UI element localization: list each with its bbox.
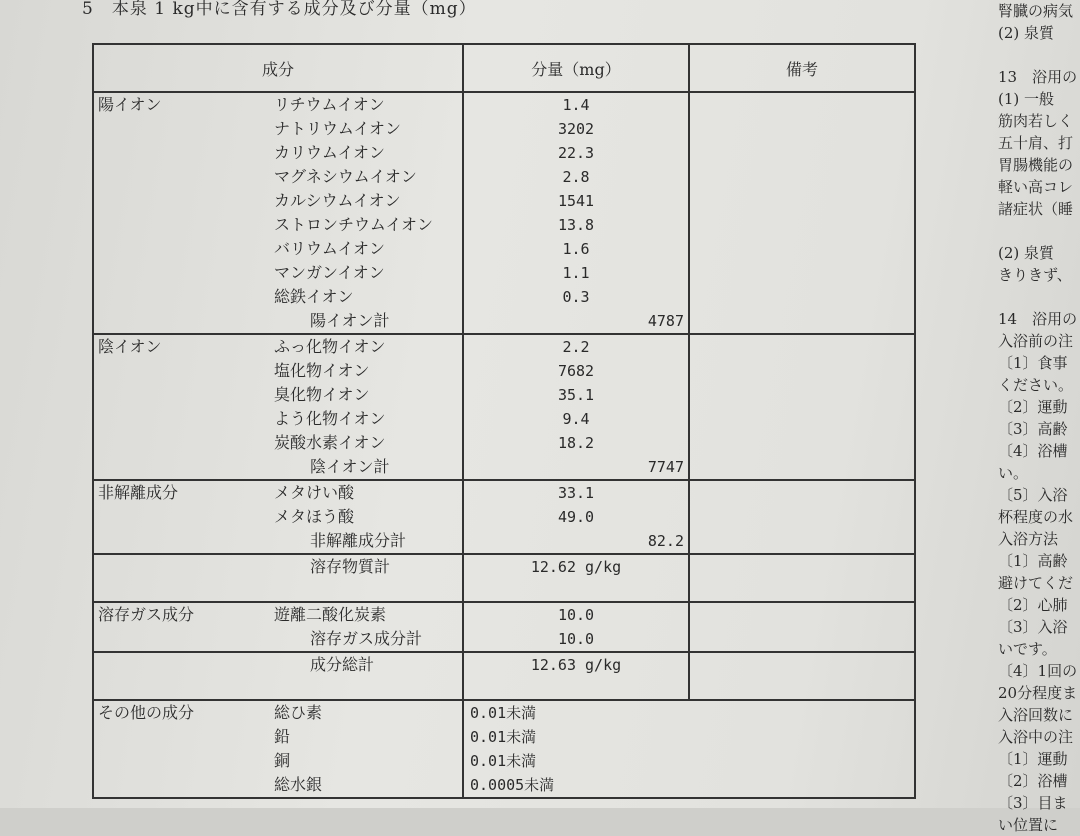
header-row xyxy=(93,44,915,92)
others-section xyxy=(93,700,915,798)
list-item: リチウムイオン xyxy=(274,95,385,114)
adjacent-text-line: 胃腸機能の xyxy=(998,156,1074,174)
nondissociated-group-label: 非解離成分 xyxy=(98,483,179,502)
list-item: メタけい酸 xyxy=(274,483,355,502)
adjacent-text-line: 入浴前の注 xyxy=(998,332,1074,350)
list-item: メタほう酸 xyxy=(274,507,355,526)
gas-values xyxy=(463,602,689,652)
adjacent-text-line: 〔1〕運動 xyxy=(998,750,1068,768)
list-item-value: 35.1 xyxy=(557,386,595,404)
adjacent-text-line xyxy=(998,220,1080,242)
anion-total-value: 7747 xyxy=(647,458,684,476)
adjacent-text-line: 〔3〕目ま xyxy=(998,794,1068,812)
adjacent-text-line: 〔2〕浴槽 xyxy=(998,772,1068,790)
dissolved-solids-label: 溶存物質計 xyxy=(310,557,391,576)
list-item-value: 1.6 xyxy=(562,240,590,258)
adjacent-text-line: 〔5〕入浴 xyxy=(998,486,1068,504)
gas-total-label: 溶存ガス成分計 xyxy=(310,629,423,648)
list-item-value: 7682 xyxy=(557,362,595,380)
adjacent-text-line: 14 浴用の xyxy=(998,310,1078,328)
adjacent-text-line: 13 浴用の xyxy=(998,68,1078,86)
gas-names xyxy=(93,602,463,652)
list-item-value: 33.1 xyxy=(557,484,595,502)
adjacent-text-line: (2) 泉質 xyxy=(998,24,1055,42)
adjacent-text-line: い位置に xyxy=(998,816,1059,834)
list-item: カリウムイオン xyxy=(274,143,386,162)
adjacent-text-line xyxy=(998,44,1080,66)
adjacent-text-line: (2) 泉質 xyxy=(998,244,1055,262)
cation-remarks xyxy=(689,92,915,334)
adjacent-text-line: い。 xyxy=(998,464,1029,482)
list-item: 遊離二酸化炭素 xyxy=(274,605,387,624)
adjacent-text-line: 〔1〕食事 xyxy=(998,354,1068,372)
cation-total-value: 4787 xyxy=(647,312,684,330)
list-item: 鉛 xyxy=(274,727,291,746)
adjacent-text-line: 〔2〕心肺 xyxy=(998,596,1068,614)
cation-names xyxy=(93,92,463,334)
list-item-value: 0.01未満 xyxy=(470,752,537,770)
cation-values xyxy=(463,92,689,334)
adjacent-text-line xyxy=(998,286,1080,308)
gas-group-label: 溶存ガス成分 xyxy=(98,605,195,624)
list-item: バリウムイオン xyxy=(274,239,386,258)
others-values xyxy=(463,700,915,798)
list-item: マグネシウムイオン xyxy=(274,167,417,186)
nondissociated-section xyxy=(93,480,915,554)
list-item: 総水銀 xyxy=(274,775,323,794)
adjacent-text-line: ください。 xyxy=(998,376,1074,394)
list-item-value: 18.2 xyxy=(557,434,595,452)
dissolved-solids-value: 12.62 g/kg xyxy=(530,558,622,576)
list-item-value: 2.2 xyxy=(562,338,590,356)
list-item-value: 0.0005未満 xyxy=(470,776,555,794)
anion-values xyxy=(463,334,689,480)
cation-section xyxy=(93,92,915,334)
adjacent-text-line: 〔3〕入浴 xyxy=(998,618,1068,636)
adjacent-text-line: 避けてくだ xyxy=(998,574,1074,592)
nondissociated-total-label: 非解離成分計 xyxy=(310,531,407,550)
header-amount: 分量（mg） xyxy=(463,44,689,92)
list-item: マンガンイオン xyxy=(274,263,385,282)
list-item: ナトリウムイオン xyxy=(274,119,402,138)
dissolved-solids-row xyxy=(93,554,915,602)
anion-names xyxy=(93,334,463,480)
list-item: 銅 xyxy=(274,751,291,770)
list-item-value: 0.3 xyxy=(562,288,590,306)
adjacent-page-text xyxy=(998,0,1080,836)
adjacent-text-line: 筋肉若しく xyxy=(998,112,1074,130)
list-item: 総ひ素 xyxy=(274,703,323,722)
gas-remarks xyxy=(689,602,915,652)
adjacent-text-line: 軽い高コレ xyxy=(998,178,1074,196)
nondissociated-names xyxy=(93,480,463,554)
list-item-value: 9.4 xyxy=(562,410,590,428)
nondissociated-values xyxy=(463,480,689,554)
list-item: よう化物イオン xyxy=(274,409,386,428)
others-names xyxy=(93,700,463,798)
adjacent-text-line: きりきず、 xyxy=(998,266,1072,284)
list-item-value: 1.4 xyxy=(562,96,590,114)
anion-remarks xyxy=(689,334,915,480)
nondissociated-remarks xyxy=(689,480,915,554)
header-component: 成分 xyxy=(93,44,463,92)
adjacent-text-line: (1) 一般 xyxy=(998,90,1055,108)
nondissociated-total-value: 82.2 xyxy=(647,532,684,550)
list-item-value: 13.8 xyxy=(557,216,595,234)
gas-total-value: 10.0 xyxy=(557,630,595,648)
component-table xyxy=(92,43,916,799)
list-item-value: 0.01未満 xyxy=(470,704,537,722)
list-item-value: 22.3 xyxy=(557,144,595,162)
anion-section xyxy=(93,334,915,480)
list-item: 総鉄イオン xyxy=(274,287,354,306)
anion-group-label: 陰イオン xyxy=(98,337,162,356)
cation-group-label: 陽イオン xyxy=(98,95,162,114)
adjacent-text-line: 腎臓の病気 xyxy=(998,2,1074,20)
section-heading: 5 本泉 1 kg中に含有する成分及び分量（mg） xyxy=(82,0,477,19)
adjacent-text-line: 〔4〕1回の xyxy=(998,662,1078,680)
list-item: 塩化物イオン xyxy=(274,361,370,380)
grand-total-value: 12.63 g/kg xyxy=(530,656,622,674)
list-item-value: 3202 xyxy=(557,120,595,138)
adjacent-text-line: いです。 xyxy=(998,640,1057,658)
adjacent-text-line: 杯程度の水 xyxy=(998,508,1074,526)
list-item-value: 1.1 xyxy=(562,264,590,282)
adjacent-text-line: 〔4〕浴槽 xyxy=(998,442,1068,460)
list-item-value: 2.8 xyxy=(562,168,590,186)
cation-total-label: 陽イオン計 xyxy=(310,311,390,330)
grand-total-row xyxy=(93,652,915,700)
adjacent-text-line: 諸症状（睡 xyxy=(998,200,1074,218)
grand-total-label: 成分総計 xyxy=(310,655,375,674)
list-item: 炭酸水素イオン xyxy=(274,433,386,452)
adjacent-text-line: 入浴方法 xyxy=(998,530,1059,548)
list-item: 臭化物イオン xyxy=(274,385,370,404)
list-item-value: 1541 xyxy=(557,192,595,210)
adjacent-text-line: 〔3〕高齢 xyxy=(998,420,1068,438)
list-item: カルシウムイオン xyxy=(274,191,401,210)
anion-total-label: 陰イオン計 xyxy=(310,457,390,476)
gas-section xyxy=(93,602,915,652)
adjacent-text-line: 〔2〕運動 xyxy=(998,398,1068,416)
adjacent-text-line: 20分程度ま xyxy=(998,684,1078,702)
list-item-value: 0.01未満 xyxy=(470,728,537,746)
adjacent-text-line: 入浴中の注 xyxy=(998,728,1074,746)
adjacent-text-line: 五十肩、打 xyxy=(998,134,1074,152)
list-item-value: 49.0 xyxy=(557,508,595,526)
header-remarks: 備考 xyxy=(689,44,915,92)
adjacent-text-line: 入浴回数に xyxy=(998,706,1074,724)
list-item: ふっ化物イオン xyxy=(274,337,386,356)
others-group-label: その他の成分 xyxy=(98,703,195,722)
list-item: ストロンチウムイオン xyxy=(274,215,434,234)
adjacent-text-line: 〔1〕高齢 xyxy=(998,552,1068,570)
list-item-value: 10.0 xyxy=(557,606,595,624)
